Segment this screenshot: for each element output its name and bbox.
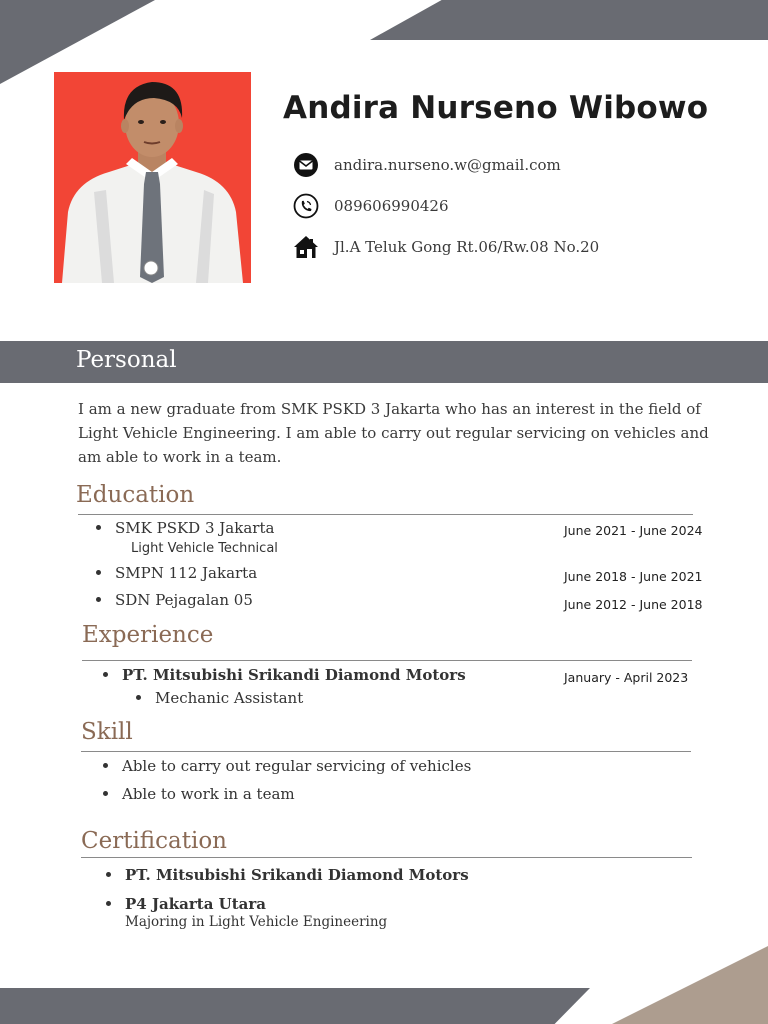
bullet-icon [96,570,101,575]
personal-title: Personal [76,347,177,373]
experience-period: January - April 2023 [564,670,689,685]
bullet-icon [96,597,101,602]
bullet-icon [103,672,108,677]
contact-address [292,234,599,260]
corner-decoration-top-right [370,0,768,40]
education-item-3 [96,591,253,609]
education-title: Education [76,482,195,508]
education-period: June 2012 - June 2018 [564,597,703,612]
email-text: andira.nurseno.w@gmail.com [334,156,561,174]
education-period: June 2021 - June 2024 [564,523,703,538]
certification-title: Certification [81,828,227,854]
skill-item-1 [103,757,471,775]
role-name: Mechanic Assistant [155,689,304,707]
certification-divider [81,857,692,858]
bullet-icon [96,525,101,530]
school-name: SMK PSKD 3 Jakarta [115,519,275,537]
education-item-2 [96,564,257,582]
certification-detail: Majoring in Light Vehicle Engineering [125,914,388,930]
skill-text: Able to work in a team [122,785,295,803]
skill-item-2 [103,785,295,803]
bullet-icon [136,695,141,700]
bullet-icon [103,763,108,768]
experience-divider [82,660,692,661]
corner-decoration-bottom-right [612,946,768,1024]
phone-icon [292,193,320,219]
certification-name: PT. Mitsubishi Srikandi Diamond Motors [125,866,469,884]
experience-item-1 [103,666,466,684]
bullet-icon [106,872,111,877]
education-period: June 2018 - June 2021 [564,569,703,584]
profile-photo [54,72,251,283]
contact-email [292,152,561,178]
company-name: PT. Mitsubishi Srikandi Diamond Motors [122,666,466,684]
corner-decoration-bottom-left [0,988,590,1024]
certification-name: P4 Jakarta Utara [125,895,266,913]
bullet-icon [106,901,111,906]
school-name: SMPN 112 Jakarta [115,564,258,582]
skill-title: Skill [81,719,133,745]
education-detail: Light Vehicle Technical [131,541,278,556]
skill-text: Able to carry out regular servicing of vehicles [122,757,472,775]
certification-item-2 [106,895,266,913]
certification-item-1 [106,866,469,884]
address-text: Jl.A Teluk Gong Rt.06/Rw.08 No.20 [334,238,600,256]
envelope-icon [292,152,320,178]
candidate-name: Andira Nurseno Wibowo [283,90,709,126]
bullet-icon [103,791,108,796]
school-name: SDN Pejagalan 05 [115,591,253,609]
experience-title: Experience [82,622,214,648]
phone-text: 089606990426 [334,197,449,215]
personal-section-bar [0,341,768,383]
education-item-1 [96,519,274,537]
education-divider [78,514,693,515]
personal-summary: I am a new graduate from SMK PSKD 3 Jakarta who has an interest in the field of Light Vehicle Engineering. I am able to carry out regular servicing on vehicles and am able to work in a team. [78,400,709,466]
experience-role [136,689,303,707]
skill-divider [81,751,691,752]
contact-phone [292,193,449,219]
home-icon [292,234,320,260]
